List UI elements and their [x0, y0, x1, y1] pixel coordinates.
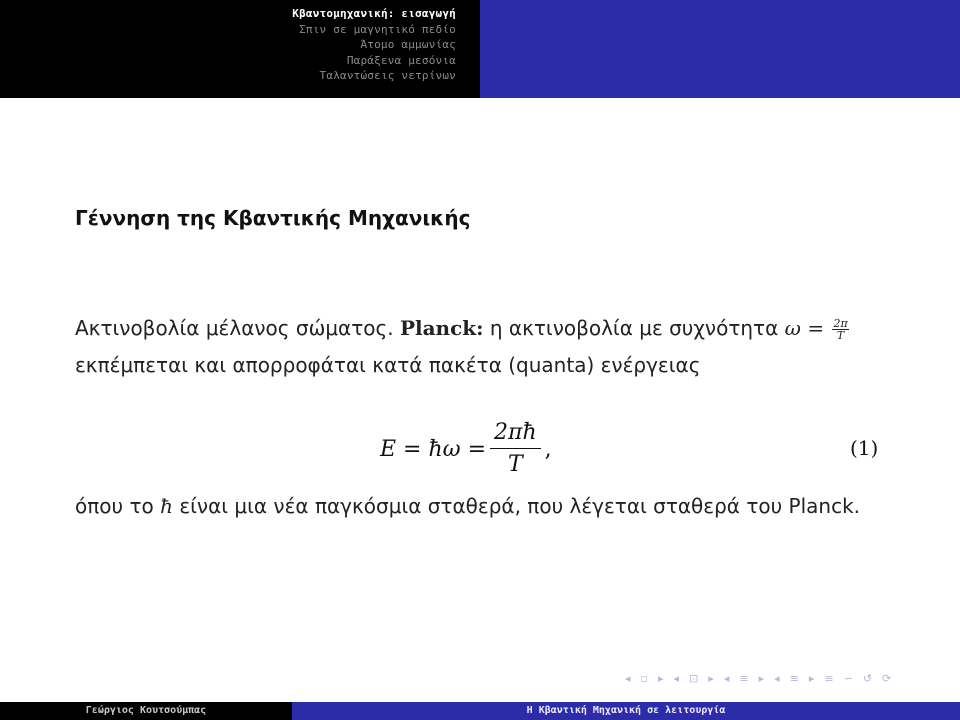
blackbody-text: Ακτινοβολία μέλανος σώματος. — [75, 316, 394, 340]
footer-bar — [0, 702, 960, 720]
equation-fraction — [490, 420, 541, 479]
inline-fraction — [832, 318, 848, 341]
nav-section-icon[interactable]: ≡ — [739, 672, 749, 685]
nav-back-icon[interactable]: ↺ — [862, 672, 873, 685]
nav-item-intro[interactable]: Κβαντομηχανική: εισαγωγή — [292, 7, 456, 20]
inline-fraction-denominator: T — [836, 329, 845, 342]
nav-item-mesons[interactable]: Παράξενα μεσόνια — [346, 53, 456, 67]
planck-label: Planck: — [399, 316, 484, 340]
nav-doc-icon[interactable]: ≡ — [789, 672, 799, 685]
nav-prev-frame-icon[interactable]: ◂ — [625, 672, 631, 685]
footer-author: Γεώργιος Κουτσούμπας — [0, 702, 292, 720]
nav-prev-subsection-icon[interactable]: ◂ — [673, 672, 680, 685]
nav-next-doc-icon[interactable]: ▸ — [808, 672, 815, 685]
hbar-paragraph — [75, 488, 885, 525]
equation-lhs: E = ħω = — [380, 436, 487, 462]
header-blue-panel — [480, 0, 960, 98]
nav-frame-icon[interactable]: ▫ — [640, 672, 648, 685]
nav-prev-section-icon[interactable]: ◂ — [723, 672, 730, 685]
section-navigation — [292, 6, 456, 84]
slide-title: Γέννηση της Κβαντικής Μηχανικής — [75, 206, 471, 230]
nav-item-ammonia[interactable]: Άτομο αμμωνίας — [360, 38, 456, 51]
quanta-text: εκπέμπεται και απορροφάται κατά πακέτα (quanta) ενέργειας — [75, 353, 701, 377]
beamer-navigation-symbols — [625, 672, 891, 685]
planck-paragraph — [75, 310, 885, 384]
energy-equation — [380, 414, 552, 484]
nav-item-neutrinos[interactable]: Ταλαντώσεις νετρίνων — [319, 69, 456, 82]
where-text: όπου το — [75, 494, 154, 518]
header-section-nav — [0, 0, 480, 98]
nav-forward-icon[interactable]: ⟳ — [882, 672, 892, 685]
nav-next-section-icon[interactable]: ▸ — [758, 672, 765, 685]
inline-fraction-numerator: 2π — [833, 317, 848, 330]
nav-search-icon[interactable]: ∽ — [843, 672, 853, 685]
nav-subsection-icon[interactable]: ⊡ — [689, 672, 699, 685]
equation-numerator: 2πħ — [490, 420, 541, 449]
equation-comma: , — [544, 436, 552, 462]
header-bar — [0, 0, 960, 98]
footer-title: Η Κβαντική Μηχανική σε λειτουργία — [292, 702, 960, 720]
nav-prev-doc-icon[interactable]: ◂ — [774, 672, 780, 685]
nav-item-spin[interactable]: Σπιν σε μαγνητικό πεδίο — [299, 22, 456, 36]
radiation-text: η ακτινοβολία με συχνότητα — [489, 316, 779, 340]
nav-toc-icon[interactable]: ≡ — [824, 672, 834, 685]
equation-denominator: T — [507, 451, 523, 477]
nav-next-frame-icon[interactable]: ▸ — [658, 672, 664, 685]
hbar-symbol: ħ — [160, 494, 173, 518]
nav-next-subsection-icon[interactable]: ▸ — [708, 672, 714, 685]
equation-number: (1) — [850, 436, 879, 460]
constant-text: είναι μια νέα παγκόσμια σταθερά, που λέγεται σταθερά του Planck. — [179, 494, 861, 518]
omega-equals: ω = — [784, 316, 825, 340]
